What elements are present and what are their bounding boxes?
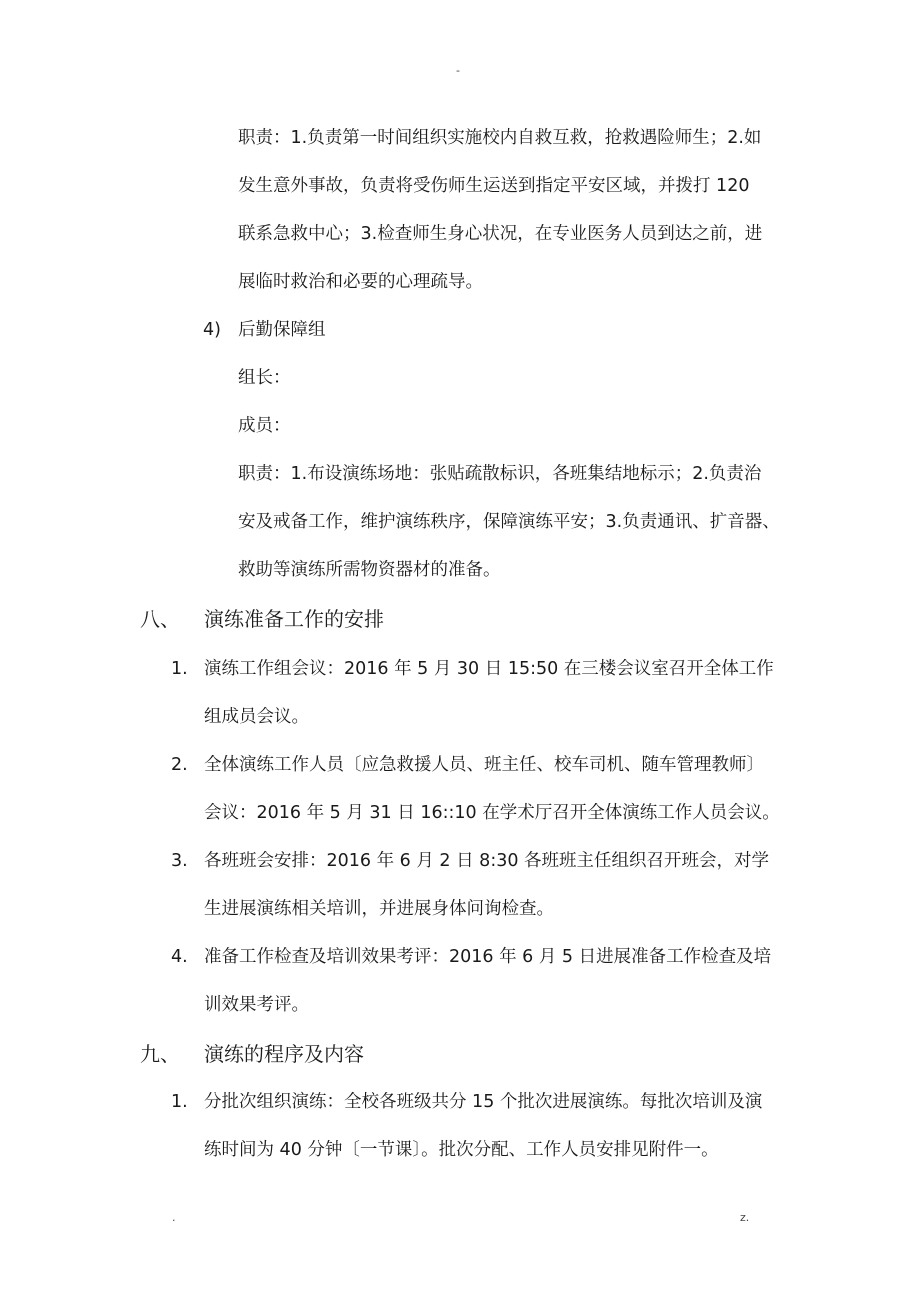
group-title: 后勤保障组 — [238, 320, 326, 340]
group-members: 成员： — [238, 416, 291, 436]
text-line: 展临时救治和必要的心理疏导。 — [238, 272, 483, 292]
list-item-line: 生进展演练相关培训，并进展身体问询检查。 — [204, 899, 554, 919]
list-item-line: 训效果考评。 — [204, 995, 309, 1015]
footer-right-mark: z. — [740, 1211, 750, 1224]
footer-left-mark: . — [172, 1211, 176, 1224]
list-number: 1. — [171, 659, 188, 679]
list-number: 1. — [171, 1092, 188, 1112]
list-item-line: 组成员会议。 — [204, 707, 309, 727]
item-number: 4) — [203, 320, 221, 340]
list-item-line: 分批次组织演练：全校各班级共分 15 个批次进展演练。每批次培训及演 — [204, 1092, 763, 1112]
section-title: 演练准备工作的安排 — [204, 607, 384, 631]
list-item-line: 准备工作检查及培训效果考评：2016 年 6 月 5 日进展准备工作检查及培 — [204, 947, 772, 967]
text-line: 职责：1.布设演练场地：张贴疏散标识，各班集结地标示；2.负责治 — [238, 464, 762, 484]
group-leader: 组长： — [238, 368, 291, 388]
text-line: 发生意外事故，负责将受伤师生运送到指定平安区域，并拨打 120 — [238, 176, 750, 196]
list-item-line: 各班班会安排：2016 年 6 月 2 日 8:30 各班班主任组织召开班会，对学 — [204, 851, 770, 871]
list-number: 4. — [171, 947, 188, 967]
header-mark: - — [456, 64, 460, 77]
list-number: 3. — [171, 851, 188, 871]
list-item-line: 全体演练工作人员〔应急救援人员、班主任、校车司机、随车管理教师〕 — [204, 755, 764, 775]
text-line: 职责：1.负责第一时间组织实施校内自救互救，抢救遇险师生；2.如 — [238, 128, 762, 148]
section-number: 八、 — [140, 607, 180, 631]
list-item-line: 会议：2016 年 5 月 31 日 16::10 在学术厅召开全体演练工作人员会议。 — [204, 803, 780, 823]
text-line: 救助等演练所需物资器材的准备。 — [238, 560, 501, 580]
text-line: 联系急救中心；3.检查师生身心状况，在专业医务人员到达之前，进 — [238, 224, 763, 244]
list-item-line: 演练工作组会议：2016 年 5 月 30 日 15:50 在三楼会议室召开全体工作 — [204, 659, 774, 679]
list-item-line: 练时间为 40 分钟〔一节课〕。批次分配、工作人员安排见附件一。 — [204, 1140, 719, 1160]
text-line: 安及戒备工作，维护演练秩序，保障演练平安；3.负责通讯、扩音器、 — [238, 512, 780, 532]
list-number: 2. — [171, 755, 188, 775]
section-title: 演练的程序及内容 — [204, 1042, 364, 1066]
section-number: 九、 — [140, 1042, 180, 1066]
